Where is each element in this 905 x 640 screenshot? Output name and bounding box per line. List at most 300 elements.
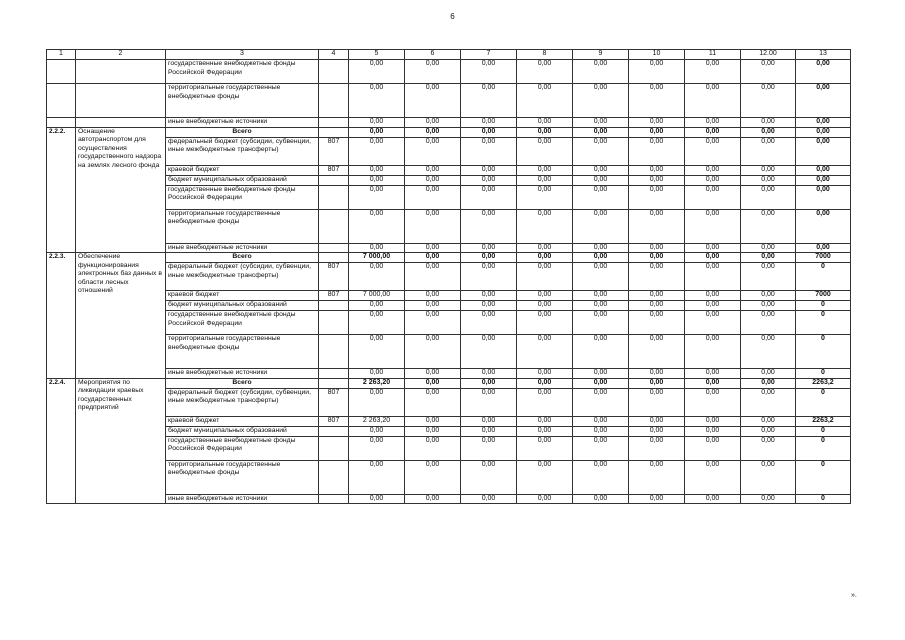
value-cell: 0,00 (685, 60, 741, 84)
value-cell: 0,00 (517, 209, 573, 243)
value-cell: 0,00 (796, 84, 851, 118)
value-cell: 0,00 (685, 311, 741, 335)
header-cell: 8 (517, 50, 573, 60)
value-cell: 0,00 (405, 291, 461, 301)
value-cell: 0,00 (685, 137, 741, 165)
item-code: 2.2.3. (47, 253, 76, 379)
table-row (47, 118, 851, 128)
budget-table (46, 49, 851, 504)
code-cell (319, 175, 349, 185)
value-cell: 0,00 (405, 335, 461, 369)
value-cell: 0,00 (573, 127, 629, 137)
value-cell: 0,00 (573, 263, 629, 291)
value-cell: 0,00 (741, 460, 796, 494)
value-cell: 0,00 (573, 460, 629, 494)
funding-source-cell: территориальные государственные внебюджетные фонды (166, 460, 319, 494)
value-cell: 0,00 (461, 436, 517, 460)
value-cell: 0,00 (796, 60, 851, 84)
table-row (47, 137, 851, 165)
value-cell: 0,00 (461, 263, 517, 291)
code-cell (319, 301, 349, 311)
value-cell: 0,00 (685, 378, 741, 388)
value-cell: 0,00 (629, 378, 685, 388)
empty-cell (47, 60, 76, 84)
funding-source-cell: государственные внебюджетные фонды Российской Федерации (166, 311, 319, 335)
value-cell: 0,00 (517, 127, 573, 137)
code-cell (319, 84, 349, 118)
value-cell: 0,00 (741, 185, 796, 209)
value-cell: 0,00 (517, 175, 573, 185)
value-cell: 0,00 (461, 494, 517, 504)
value-cell: 0,00 (349, 311, 405, 335)
header-cell: 12.00 (741, 50, 796, 60)
value-cell: 0,00 (461, 301, 517, 311)
funding-source-cell: краевой бюджет (166, 416, 319, 426)
value-cell: 0,00 (349, 301, 405, 311)
value-cell: 0,00 (405, 118, 461, 128)
table-row (47, 335, 851, 369)
funding-source-cell: федеральный бюджет (субсидии, субвенции, иные межбюджетные трансферты) (166, 263, 319, 291)
value-cell: 0,00 (349, 84, 405, 118)
value-cell: 0,00 (629, 494, 685, 504)
funding-source-cell: краевой бюджет (166, 291, 319, 301)
value-cell: 0,00 (796, 209, 851, 243)
value-cell: 0,00 (573, 416, 629, 426)
value-cell: 0,00 (573, 311, 629, 335)
value-cell: 0,00 (741, 311, 796, 335)
value-cell: 0,00 (461, 378, 517, 388)
value-cell: 0,00 (405, 185, 461, 209)
value-cell: 0,00 (685, 335, 741, 369)
value-cell: 0,00 (405, 301, 461, 311)
value-cell: 0,00 (405, 378, 461, 388)
value-cell: 0,00 (517, 301, 573, 311)
value-cell: 0,00 (741, 378, 796, 388)
value-cell: 0,00 (741, 494, 796, 504)
value-cell: 0,00 (573, 60, 629, 84)
table-row (47, 301, 851, 311)
value-cell: 0,00 (741, 253, 796, 263)
value-cell: 0,00 (461, 291, 517, 301)
value-cell: 0,00 (796, 127, 851, 137)
funding-source-cell: государственные внебюджетные фонды Российской Федерации (166, 436, 319, 460)
table-row (47, 60, 851, 84)
code-cell: 807 (319, 165, 349, 175)
value-cell: 0,00 (741, 165, 796, 175)
corner-mark: ». (851, 592, 857, 599)
value-cell: 0,00 (517, 118, 573, 128)
value-cell: 0,00 (629, 84, 685, 118)
code-cell: 807 (319, 388, 349, 416)
value-cell: 0,00 (741, 263, 796, 291)
code-cell (319, 335, 349, 369)
funding-source-cell: государственные внебюджетные фонды Российской Федерации (166, 185, 319, 209)
value-cell: 0,00 (461, 426, 517, 436)
funding-source-cell: иные внебюджетные источники (166, 243, 319, 253)
table-row (47, 388, 851, 416)
value-cell: 0,00 (461, 60, 517, 84)
header-cell: 2 (76, 50, 166, 60)
value-cell: 0,00 (629, 460, 685, 494)
value-cell: 0,00 (629, 369, 685, 379)
value-cell: 0,00 (796, 175, 851, 185)
value-cell: 0,00 (405, 165, 461, 175)
value-cell: 0,00 (349, 127, 405, 137)
table-row (47, 243, 851, 253)
value-cell: 0,00 (796, 243, 851, 253)
funding-source-cell: территориальные государственные внебюджетные фонды (166, 335, 319, 369)
value-cell: 0,00 (405, 369, 461, 379)
value-cell: 7000 (796, 291, 851, 301)
value-cell: 0,00 (517, 416, 573, 426)
table-row (47, 175, 851, 185)
value-cell: 0,00 (741, 416, 796, 426)
table-row (47, 369, 851, 379)
total-row (47, 378, 851, 388)
table-row (47, 460, 851, 494)
value-cell: 0,00 (629, 388, 685, 416)
funding-source-cell: территориальные государственные внебюджетные фонды (166, 84, 319, 118)
value-cell: 0 (796, 301, 851, 311)
table-row (47, 436, 851, 460)
value-cell: 0,00 (517, 311, 573, 335)
value-cell: 0,00 (517, 335, 573, 369)
item-code: 2.2.2. (47, 127, 76, 253)
value-cell: 0,00 (629, 335, 685, 369)
value-cell: 0,00 (685, 426, 741, 436)
value-cell: 0,00 (405, 388, 461, 416)
value-cell: 0,00 (629, 118, 685, 128)
funding-source-cell: бюджет муниципальных образований (166, 426, 319, 436)
value-cell: 0,00 (349, 369, 405, 379)
value-cell: 0,00 (405, 460, 461, 494)
value-cell: 0,00 (349, 426, 405, 436)
value-cell: 0,00 (685, 369, 741, 379)
value-cell: 0,00 (517, 253, 573, 263)
value-cell: 0,00 (349, 185, 405, 209)
funding-source-cell: краевой бюджет (166, 165, 319, 175)
value-cell: 0,00 (349, 165, 405, 175)
value-cell: 0,00 (629, 127, 685, 137)
value-cell: 0,00 (461, 416, 517, 426)
value-cell: 0,00 (517, 243, 573, 253)
table-row (47, 311, 851, 335)
value-cell: 0,00 (349, 209, 405, 243)
funding-source-cell: иные внебюджетные источники (166, 118, 319, 128)
value-cell: 0,00 (685, 209, 741, 243)
value-cell: 0,00 (517, 369, 573, 379)
value-cell: 0,00 (517, 291, 573, 301)
value-cell: 0,00 (796, 165, 851, 175)
table-row (47, 263, 851, 291)
funding-source-cell: бюджет муниципальных образований (166, 301, 319, 311)
code-cell (319, 426, 349, 436)
value-cell: 0,00 (573, 494, 629, 504)
value-cell: 0,00 (741, 301, 796, 311)
funding-source-cell: федеральный бюджет (субсидии, субвенции, иные межбюджетные трансферты) (166, 137, 319, 165)
value-cell: 0 (796, 494, 851, 504)
value-cell: 0,00 (405, 263, 461, 291)
code-cell (319, 185, 349, 209)
funding-source-cell: иные внебюджетные источники (166, 494, 319, 504)
item-name: Мероприятия по ликвидации краевых государственных предприятий (76, 378, 166, 504)
value-cell: 7000 (796, 253, 851, 263)
header-cell: 10 (629, 50, 685, 60)
value-cell: 0,00 (685, 291, 741, 301)
funding-source-cell: иные внебюджетные источники (166, 369, 319, 379)
value-cell: 0,00 (573, 388, 629, 416)
funding-source-cell: территориальные государственные внебюджетные фонды (166, 209, 319, 243)
page-number: 6 (450, 12, 455, 21)
value-cell: 0,00 (573, 84, 629, 118)
item-code: 2.2.4. (47, 378, 76, 504)
value-cell: 0,00 (573, 175, 629, 185)
value-cell: 0,00 (573, 436, 629, 460)
value-cell: 0,00 (573, 301, 629, 311)
value-cell: 0,00 (349, 494, 405, 504)
funding-source-cell: федеральный бюджет (субсидии, субвенции, иные межбюджетные трансферты) (166, 388, 319, 416)
code-cell (319, 209, 349, 243)
total-row (47, 127, 851, 137)
value-cell: 0,00 (517, 137, 573, 165)
value-cell: 0,00 (405, 60, 461, 84)
value-cell: 0,00 (685, 388, 741, 416)
value-cell: 0,00 (461, 243, 517, 253)
value-cell: 0,00 (685, 460, 741, 494)
value-cell: 0,00 (517, 460, 573, 494)
value-cell: 0,00 (796, 118, 851, 128)
value-cell: 0,00 (573, 243, 629, 253)
value-cell: 0,00 (405, 311, 461, 335)
code-cell (319, 243, 349, 253)
value-cell: 0,00 (405, 127, 461, 137)
value-cell: 0,00 (349, 335, 405, 369)
value-cell: 0,00 (573, 209, 629, 243)
value-cell: 0,00 (517, 436, 573, 460)
empty-cell (47, 118, 76, 128)
value-cell: 0,00 (741, 335, 796, 369)
value-cell: 0,00 (629, 165, 685, 175)
value-cell: 0,00 (517, 263, 573, 291)
value-cell: 0,00 (573, 185, 629, 209)
empty-cell (47, 84, 76, 118)
value-cell: 0,00 (685, 84, 741, 118)
value-cell: 0,00 (685, 185, 741, 209)
value-cell: 0,00 (405, 84, 461, 118)
funding-source-cell: государственные внебюджетные фонды Российской Федерации (166, 60, 319, 84)
value-cell: 0,00 (741, 209, 796, 243)
value-cell: 7 000,00 (349, 291, 405, 301)
empty-cell (76, 118, 166, 128)
value-cell: 0,00 (461, 311, 517, 335)
value-cell: 0,00 (461, 335, 517, 369)
value-cell: 0,00 (573, 118, 629, 128)
code-cell: 807 (319, 263, 349, 291)
value-cell: 0,00 (349, 137, 405, 165)
value-cell: 0,00 (517, 165, 573, 175)
value-cell: 2263,2 (796, 416, 851, 426)
value-cell: 0,00 (517, 60, 573, 84)
value-cell: 2 263,20 (349, 378, 405, 388)
value-cell: 0,00 (741, 291, 796, 301)
header-cell: 7 (461, 50, 517, 60)
value-cell: 0,00 (517, 185, 573, 209)
value-cell: 0,00 (405, 494, 461, 504)
value-cell: 0,00 (461, 388, 517, 416)
value-cell: 0,00 (405, 416, 461, 426)
value-cell: 0,00 (629, 253, 685, 263)
value-cell: 0,00 (741, 426, 796, 436)
value-cell: 0,00 (629, 185, 685, 209)
value-cell: 0,00 (517, 378, 573, 388)
value-cell: 0,00 (349, 436, 405, 460)
item-name: Оснащение автотранспортом для осуществления государственного надзора на землях лесного фонда (76, 127, 166, 253)
value-cell: 0,00 (629, 426, 685, 436)
item-name: Обеспечение функционирования электронных баз данных в области лесных отношений (76, 253, 166, 379)
value-cell: 0,00 (461, 185, 517, 209)
code-cell (319, 118, 349, 128)
value-cell: 0,00 (629, 301, 685, 311)
value-cell: 0,00 (461, 460, 517, 494)
value-cell: 0,00 (573, 369, 629, 379)
value-cell: 0,00 (685, 243, 741, 253)
value-cell: 0,00 (517, 494, 573, 504)
value-cell: 0,00 (629, 263, 685, 291)
header-cell: 3 (166, 50, 319, 60)
value-cell: 0,00 (405, 253, 461, 263)
value-cell: 0,00 (573, 291, 629, 301)
header-cell: 1 (47, 50, 76, 60)
value-cell: 0,00 (405, 137, 461, 165)
table-row (47, 165, 851, 175)
table-row (47, 494, 851, 504)
code-cell: 807 (319, 137, 349, 165)
value-cell: 7 000,00 (349, 253, 405, 263)
value-cell: 0,00 (685, 165, 741, 175)
value-cell: 0,00 (685, 175, 741, 185)
value-cell: 0,00 (741, 84, 796, 118)
value-cell: 0,00 (741, 175, 796, 185)
code-cell (319, 494, 349, 504)
value-cell: 0,00 (461, 118, 517, 128)
header-cell: 13 (796, 50, 851, 60)
value-cell: 0,00 (573, 137, 629, 165)
code-cell (319, 436, 349, 460)
code-cell (319, 127, 349, 137)
code-cell (319, 60, 349, 84)
value-cell: 2 263,20 (349, 416, 405, 426)
header-row (47, 50, 851, 60)
funding-source-cell: бюджет муниципальных образований (166, 175, 319, 185)
value-cell: 0,00 (629, 243, 685, 253)
value-cell: 0,00 (573, 378, 629, 388)
value-cell: 0,00 (461, 253, 517, 263)
value-cell: 0,00 (685, 301, 741, 311)
value-cell: 0,00 (349, 118, 405, 128)
value-cell: 0,00 (461, 175, 517, 185)
value-cell: 0,00 (405, 175, 461, 185)
value-cell: 0,00 (349, 388, 405, 416)
value-cell: 0,00 (685, 436, 741, 460)
header-cell: 5 (349, 50, 405, 60)
code-cell (319, 460, 349, 494)
table-row (47, 84, 851, 118)
value-cell: 0,00 (349, 263, 405, 291)
value-cell: 0,00 (741, 436, 796, 460)
value-cell: 0 (796, 311, 851, 335)
empty-cell (76, 84, 166, 118)
value-cell: 0,00 (461, 165, 517, 175)
value-cell: 0,00 (517, 426, 573, 436)
table-row (47, 416, 851, 426)
value-cell: 0,00 (741, 118, 796, 128)
value-cell: 0,00 (405, 426, 461, 436)
value-cell: 0,00 (349, 60, 405, 84)
code-cell (319, 311, 349, 335)
value-cell: 0,00 (461, 209, 517, 243)
value-cell: 0,00 (573, 253, 629, 263)
value-cell: 0,00 (629, 60, 685, 84)
value-cell: 0 (796, 436, 851, 460)
code-cell: 807 (319, 416, 349, 426)
funding-source-cell: Всего (166, 127, 319, 137)
value-cell: 0,00 (685, 253, 741, 263)
empty-cell (76, 60, 166, 84)
table-row (47, 291, 851, 301)
value-cell: 0,00 (629, 291, 685, 301)
value-cell: 0,00 (461, 127, 517, 137)
value-cell: 0,00 (741, 127, 796, 137)
value-cell: 0,00 (741, 137, 796, 165)
code-cell (319, 253, 349, 263)
value-cell: 0,00 (741, 243, 796, 253)
funding-source-cell: Всего (166, 253, 319, 263)
value-cell: 0,00 (461, 369, 517, 379)
value-cell: 0,00 (629, 416, 685, 426)
value-cell: 0,00 (349, 243, 405, 253)
value-cell: 0,00 (573, 426, 629, 436)
value-cell: 0,00 (685, 127, 741, 137)
value-cell: 0,00 (685, 494, 741, 504)
value-cell: 0 (796, 388, 851, 416)
value-cell: 0,00 (685, 416, 741, 426)
value-cell: 0 (796, 426, 851, 436)
header-cell: 6 (405, 50, 461, 60)
value-cell: 0 (796, 369, 851, 379)
value-cell: 0,00 (461, 84, 517, 118)
header-cell: 11 (685, 50, 741, 60)
value-cell: 0,00 (796, 137, 851, 165)
value-cell: 0,00 (741, 60, 796, 84)
total-row (47, 253, 851, 263)
value-cell: 0 (796, 460, 851, 494)
value-cell: 0 (796, 335, 851, 369)
value-cell: 0,00 (349, 175, 405, 185)
funding-source-cell: Всего (166, 378, 319, 388)
value-cell: 0,00 (517, 84, 573, 118)
value-cell: 0,00 (629, 311, 685, 335)
code-cell: 807 (319, 291, 349, 301)
value-cell: 0,00 (741, 369, 796, 379)
value-cell: 0,00 (573, 335, 629, 369)
table-row (47, 209, 851, 243)
table-row (47, 185, 851, 209)
value-cell: 0,00 (573, 165, 629, 175)
header-cell: 4 (319, 50, 349, 60)
value-cell: 0,00 (405, 209, 461, 243)
value-cell: 0 (796, 263, 851, 291)
value-cell: 2263,2 (796, 378, 851, 388)
